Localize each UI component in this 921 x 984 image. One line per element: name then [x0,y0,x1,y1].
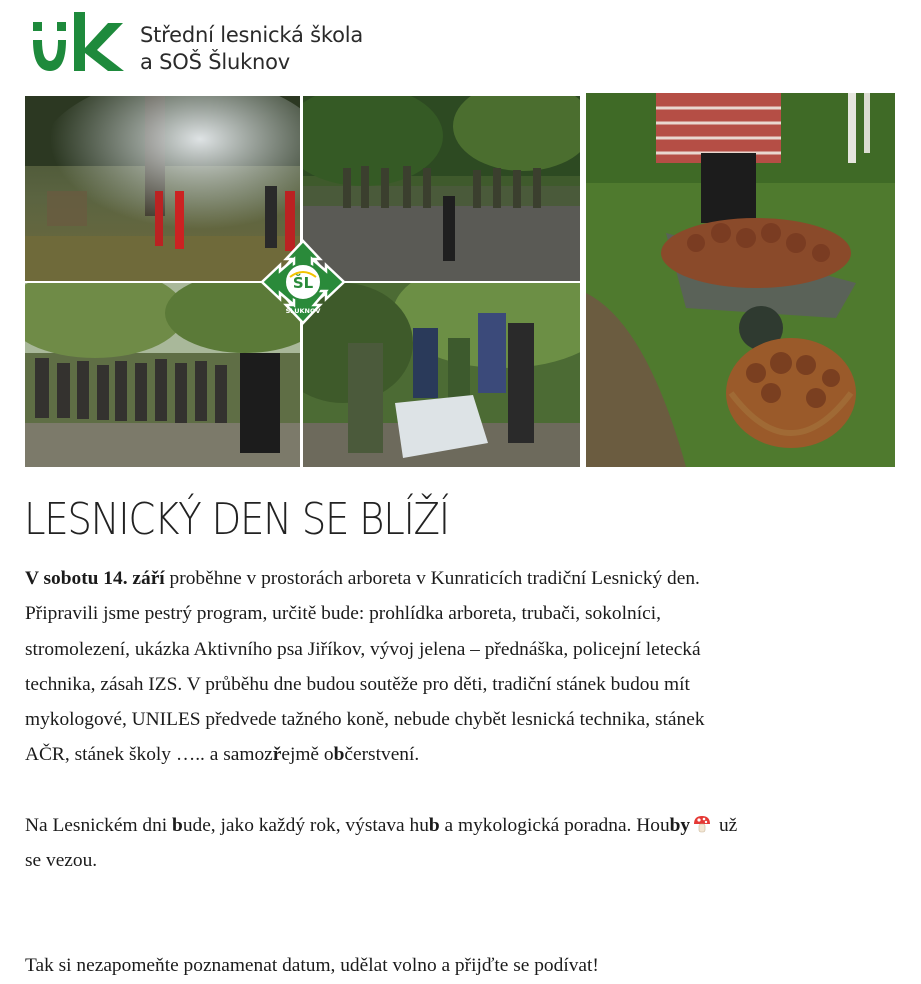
text-run: už [714,814,738,836]
text-run: Na Lesnickém dni [25,814,173,836]
article-headline: LESNICKÝ DEN SE BLÍŽÍ [24,494,449,545]
text-run-bold: ř [272,744,282,766]
text-run: technika, zásah IZS. V průběhu dne budou soutěže pro děti, tradiční stánek budou mít [25,673,690,695]
text-run-bold: b [172,814,183,836]
text-run-bold: b [428,814,440,836]
school-logo[interactable] [30,10,130,80]
text-run: stromolezení, ukázka Aktivního psa Jiříkov, vývoj jelena – přednáška, policejní letecká [25,638,701,660]
event-date: V sobotu 14. září [25,568,165,589]
text-run: mykologové, UNILES předvede tažného koně, nebude chybět lesnická technika, stánek [25,709,705,731]
text-run: Připravili jsme pestrý program, určitě bude: prohlídka arboreta, trubači, sokolníci, [25,603,661,625]
text-run: a mykologická poradna. Hou [439,814,670,836]
article-paragraph-mushrooms [25,808,900,879]
photo-wheelbarrow-mushrooms [586,93,895,467]
paragraph-gap [25,878,900,926]
paragraph-gap [25,773,900,808]
article-paragraph-program [25,561,900,773]
text-run: proběhne v prostorách arboreta v Kunraticích tradiční Lesnický den. [164,568,700,589]
text-run: ejmě o [281,744,334,766]
school-name-line1: Střední lesnická škola [140,23,364,47]
article-body [25,561,900,984]
emblem-text: ŠLUKNOV [285,307,321,315]
text-run: AČR, stánek školy ….. a samoz [25,744,273,766]
svg-text:ŠL: ŠL [292,274,314,292]
text-run: čerstvení. [344,744,420,766]
school-name-line2: a SOŠ Šluknov [140,50,291,74]
school-name [140,22,363,76]
text-run: se vezou. [25,850,98,872]
text-run-bold: b [333,744,345,766]
text-run-bold: by [669,814,691,836]
forestry-emblem-icon [258,237,348,327]
mushroom-icon [692,814,712,834]
article-paragraph-invitation: Tak si nezapomeňte poznamenat datum, udělat volno a přijďte se podívat! [25,955,599,977]
site-header [30,10,630,80]
text-run: ude, jako každý rok, výstava hu [182,814,429,836]
